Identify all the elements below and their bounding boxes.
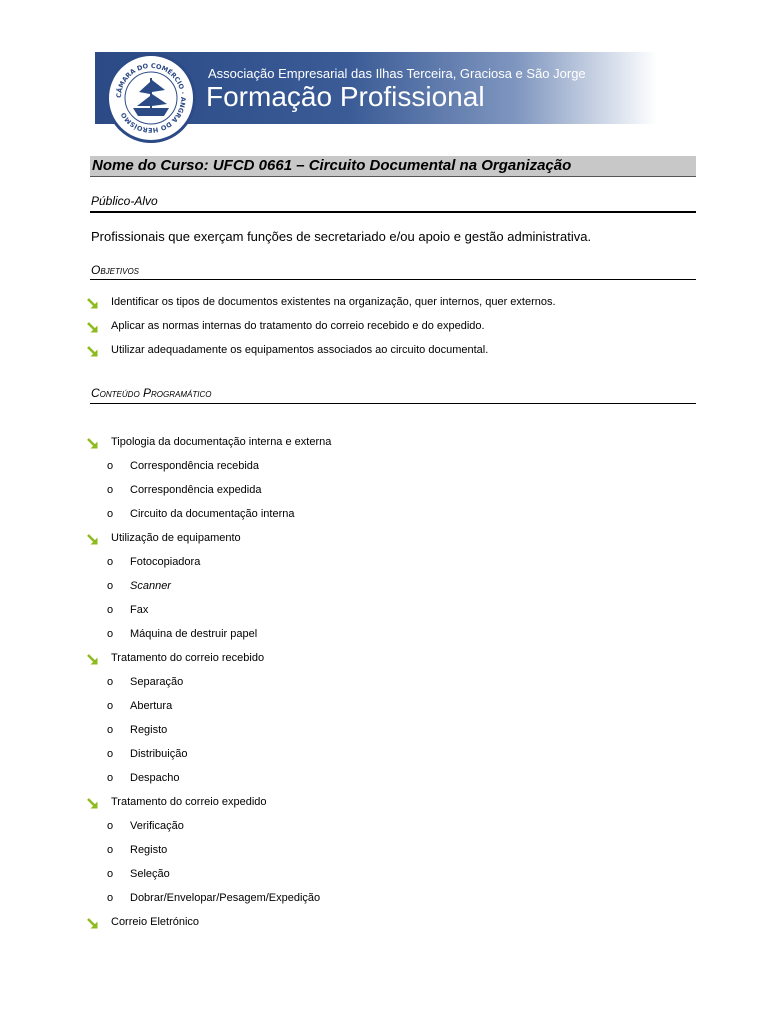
circle-bullet-icon: o [107,556,114,568]
objective-item: Utilizar adequadamente os equipamentos associados ao circuito documental. [111,344,489,356]
green-arrow-bullet-icon [86,533,100,547]
audience-text: Profissionais que exerçam funções de secretariado e/ou apoio e gestão administrativa. [91,229,592,244]
subtopic-item: Máquina de destruir papel [130,628,258,640]
content-heading: Conteúdo Programático [91,386,212,400]
topic-item: Tratamento do correio recebido [111,652,265,664]
seal-text: CÂMARA DO COMÉRCIO · ANGRA DO HEROÍSMO [114,61,188,135]
subtopic-item: Distribuição [130,748,188,760]
circle-bullet-icon: o [107,484,114,496]
objectives-divider [90,279,696,280]
subtopic-item: Correspondência expedida [130,484,262,496]
topic-item: Correio Eletrónico [111,916,200,928]
circle-bullet-icon: o [107,676,114,688]
objective-item: Identificar os tipos de documentos existentes na organização, quer internos, quer externos. [111,296,556,308]
circle-bullet-icon: o [107,724,114,736]
circle-bullet-icon: o [107,748,114,760]
banner-title: Formação Profissional [206,81,485,112]
topic-item: Utilização de equipamento [111,532,241,544]
green-arrow-bullet-icon [86,797,100,811]
circle-bullet-icon: o [107,460,114,472]
banner-subtitle: Associação Empresarial das Ilhas Terceira, Graciosa e São Jorge [208,66,586,81]
circle-bullet-icon: o [107,820,114,832]
green-arrow-bullet-icon [86,321,100,335]
green-arrow-bullet-icon [86,653,100,667]
subtopic-item: Fax [130,604,149,616]
green-arrow-bullet-icon [86,345,100,359]
subtopic-item: Dobrar/Envelopar/Pesagem/Expedição [130,892,321,904]
topic-item: Tratamento do correio expedido [111,796,267,808]
circle-bullet-icon: o [107,700,114,712]
course-title: Nome do Curso: UFCD 0661 – Circuito Documental na Organização [92,157,572,174]
green-arrow-bullet-icon [86,917,100,931]
circle-bullet-icon: o [107,772,114,784]
circle-bullet-icon: o [107,604,114,616]
subtopic-item: Abertura [130,700,173,712]
subtopic-item: Fotocopiadora [130,556,201,568]
circle-bullet-icon: o [107,892,114,904]
subtopic-item: Registo [130,724,168,736]
audience-divider [90,211,696,213]
green-arrow-bullet-icon [86,297,100,311]
subtopic-item: Verificação [130,820,184,832]
subtopic-item: Despacho [130,772,180,784]
subtopic-item: Registo [130,844,168,856]
circle-bullet-icon: o [107,844,114,856]
subtopic-item: Separação [130,676,184,688]
circle-bullet-icon: o [107,868,114,880]
circle-bullet-icon: o [107,628,114,640]
subtopic-item: Circuito da documentação interna [130,508,295,520]
subtopic-item: Correspondência recebida [130,460,260,472]
objective-item: Aplicar as normas internas do tratamento do correio recebido e do expedido. [111,320,485,332]
content-divider [90,403,696,404]
green-arrow-bullet-icon [86,437,100,451]
chamber-seal-logo [106,53,196,143]
objectives-heading: Objetivos [91,263,140,277]
audience-heading: Público-Alvo [91,194,158,208]
circle-bullet-icon: o [107,508,114,520]
subtopic-item: Scanner [130,580,171,592]
topic-item: Tipologia da documentação interna e externa [111,436,332,448]
subtopic-item: Seleção [130,868,170,880]
circle-bullet-icon: o [107,580,114,592]
